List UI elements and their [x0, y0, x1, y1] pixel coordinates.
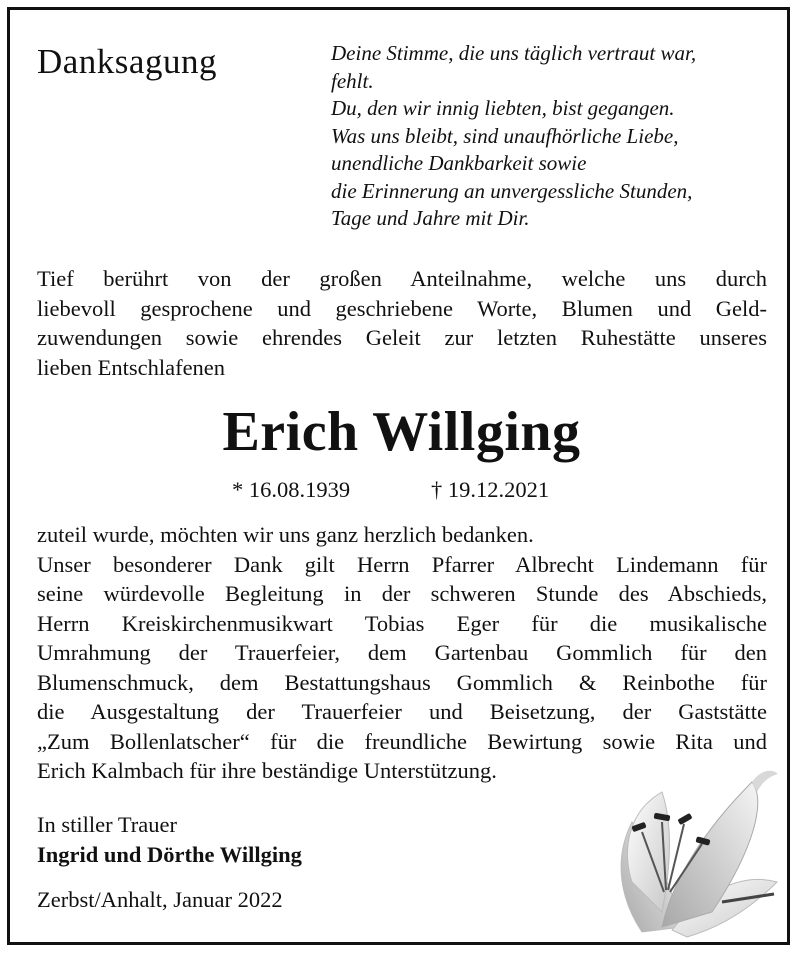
thanks-line: Erich Kalmbach für ihre beständige Unterstützung. [37, 758, 497, 783]
intro-paragraph [37, 264, 767, 382]
obituary-notice [7, 7, 790, 945]
deceased-name: Erich Willging [222, 401, 581, 463]
poem-line: die Erinnerung an unvergessliche Stunden, [331, 178, 693, 203]
thanks-line: seine würdevolle Begleitung in der schweren Stunde des Abschieds, [37, 581, 767, 606]
poem-line: Deine Stimme, die uns täglich vertraut war, [331, 41, 697, 65]
poem-line: unendliche Dankbarkeit sowie [331, 151, 587, 175]
thanks-line: Umrahmung der Trauerfeier, dem Gartenbau Gommlich für den [37, 640, 767, 665]
thanks-line: zuteil wurde, möchten wir uns ganz herzlich bedanken. [37, 522, 534, 547]
poem-line: Tage und Jahre mit Dir. [331, 206, 530, 230]
mourner-names: Ingrid und Dörthe Willging [37, 842, 302, 867]
intro-line: zuwendungen sowie ehrendes Geleit zur letzten Ruhestätte unseres [37, 325, 767, 350]
intro-line: liebevoll gesprochene und geschriebene Worte, Blumen und Geld- [37, 295, 767, 321]
poem-line: fehlt. [331, 68, 374, 93]
death-date: † 19.12.2021 [431, 477, 550, 502]
thanks-line: Unser besonderer Dank gilt Herrn Pfarrer Albrecht Lindemann für [37, 551, 767, 577]
thanks-line: Blumenschmuck, dem Bestattungshaus Gommlich & Reinbothe für [37, 669, 767, 695]
place-date: Zerbst/Anhalt, Januar 2022 [37, 887, 283, 912]
thanks-line: „Zum Bollenlatscher“ für die freundliche Bewirtung sowie Rita und [37, 728, 767, 754]
thanks-paragraph [37, 520, 767, 786]
intro-line: Tief berührt von der großen Anteilnahme, welche uns durch [37, 266, 767, 291]
poem-line: Was uns bleibt, sind unaufhörliche Liebe, [331, 123, 679, 148]
notice-title: Danksagung [37, 42, 217, 81]
poem [331, 40, 781, 233]
lily-flower-icon [602, 762, 782, 942]
poem-line: Du, den wir innig liebten, bist gegangen. [331, 96, 675, 120]
thanks-line: Herrn Kreiskirchenmusikwart Tobias Eger für die musikalische [37, 610, 767, 636]
mourning-label: In stiller Trauer [37, 812, 177, 837]
thanks-line: die Ausgestaltung der Trauerfeier und Beisetzung, der Gaststätte [37, 699, 767, 724]
intro-line: lieben Entschlafenen [37, 354, 226, 380]
birth-date: * 16.08.1939 [232, 477, 351, 502]
